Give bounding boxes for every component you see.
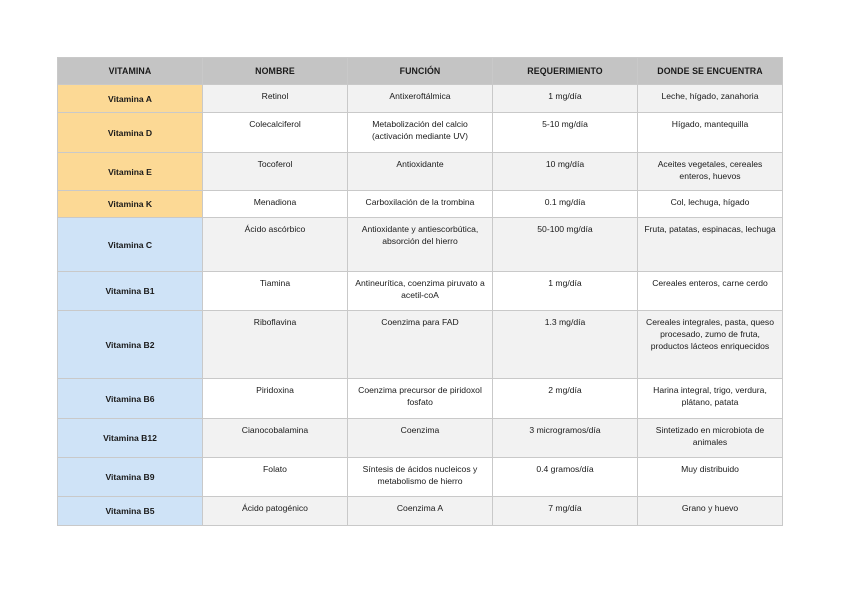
table-row xyxy=(58,113,783,153)
header-vitamina: VITAMINA xyxy=(58,58,203,85)
cell-nombre: Ácido patogénico xyxy=(203,497,348,526)
table-row xyxy=(58,419,783,458)
cell-donde: Harina integral, trigo, verdura, plátano, patata xyxy=(638,379,783,419)
cell-requerimiento: 1 mg/día xyxy=(493,85,638,113)
cell-nombre: Ácido ascórbico xyxy=(203,218,348,272)
cell-requerimiento: 1.3 mg/día xyxy=(493,311,638,379)
table-row xyxy=(58,379,783,419)
cell-funcion: Coenzima xyxy=(348,419,493,458)
cell-donde: Fruta, patatas, espinacas, lechuga xyxy=(638,218,783,272)
header-requerimiento: REQUERIMIENTO xyxy=(493,58,638,85)
cell-donde: Cereales integrales, pasta, queso procesado, zumo de fruta, productos lácteos enriquecidos xyxy=(638,311,783,379)
cell-nombre: Tiamina xyxy=(203,272,348,311)
cell-nombre: Folato xyxy=(203,458,348,497)
cell-vitamina: Vitamina D xyxy=(58,113,203,153)
cell-requerimiento: 10 mg/día xyxy=(493,153,638,191)
cell-donde: Aceites vegetales, cereales enteros, huevos xyxy=(638,153,783,191)
header-row xyxy=(58,58,783,85)
cell-nombre: Piridoxina xyxy=(203,379,348,419)
table-row xyxy=(58,458,783,497)
table-body xyxy=(58,85,783,526)
cell-nombre: Tocoferol xyxy=(203,153,348,191)
table-row xyxy=(58,85,783,113)
cell-funcion: Metabolización del calcio (activación mediante UV) xyxy=(348,113,493,153)
cell-nombre: Colecalciferol xyxy=(203,113,348,153)
cell-funcion: Coenzima para FAD xyxy=(348,311,493,379)
cell-vitamina: Vitamina B9 xyxy=(58,458,203,497)
cell-requerimiento: 7 mg/día xyxy=(493,497,638,526)
cell-requerimiento: 5-10 mg/día xyxy=(493,113,638,153)
header-nombre: NOMBRE xyxy=(203,58,348,85)
cell-donde: Sintetizado en microbiota de animales xyxy=(638,419,783,458)
cell-nombre: Riboflavina xyxy=(203,311,348,379)
cell-donde: Muy distribuido xyxy=(638,458,783,497)
cell-vitamina: Vitamina B6 xyxy=(58,379,203,419)
cell-requerimiento: 2 mg/día xyxy=(493,379,638,419)
cell-donde: Leche, hígado, zanahoria xyxy=(638,85,783,113)
cell-funcion: Síntesis de ácidos nucleicos y metabolismo de hierro xyxy=(348,458,493,497)
cell-requerimiento: 0.4 gramos/día xyxy=(493,458,638,497)
table-row xyxy=(58,218,783,272)
cell-nombre: Cianocobalamina xyxy=(203,419,348,458)
cell-nombre: Retinol xyxy=(203,85,348,113)
cell-vitamina: Vitamina B12 xyxy=(58,419,203,458)
cell-vitamina: Vitamina A xyxy=(58,85,203,113)
table-row xyxy=(58,191,783,218)
cell-donde: Hígado, mantequilla xyxy=(638,113,783,153)
cell-vitamina: Vitamina E xyxy=(58,153,203,191)
cell-donde: Grano y huevo xyxy=(638,497,783,526)
table-row xyxy=(58,311,783,379)
cell-requerimiento: 1 mg/día xyxy=(493,272,638,311)
cell-funcion: Antioxidante xyxy=(348,153,493,191)
cell-funcion: Antioxidante y antiescorbútica, absorción del hierro xyxy=(348,218,493,272)
cell-requerimiento: 3 microgramos/día xyxy=(493,419,638,458)
cell-vitamina: Vitamina B5 xyxy=(58,497,203,526)
cell-funcion: Antixeroftálmica xyxy=(348,85,493,113)
cell-nombre: Menadiona xyxy=(203,191,348,218)
cell-funcion: Carboxilación de la trombina xyxy=(348,191,493,218)
table-row xyxy=(58,153,783,191)
header-funcion: FUNCIÓN xyxy=(348,58,493,85)
table-row xyxy=(58,272,783,311)
cell-funcion: Coenzima precursor de piridoxol fosfato xyxy=(348,379,493,419)
cell-vitamina: Vitamina C xyxy=(58,218,203,272)
cell-donde: Cereales enteros, carne cerdo xyxy=(638,272,783,311)
vitamins-table xyxy=(57,57,783,526)
cell-requerimiento: 50-100 mg/día xyxy=(493,218,638,272)
cell-requerimiento: 0.1 mg/día xyxy=(493,191,638,218)
cell-funcion: Antineurítica, coenzima piruvato a acetil-coA xyxy=(348,272,493,311)
table-row xyxy=(58,497,783,526)
cell-vitamina: Vitamina B2 xyxy=(58,311,203,379)
cell-donde: Col, lechuga, hígado xyxy=(638,191,783,218)
header-donde: DONDE SE ENCUENTRA xyxy=(638,58,783,85)
cell-vitamina: Vitamina B1 xyxy=(58,272,203,311)
cell-funcion: Coenzima A xyxy=(348,497,493,526)
cell-vitamina: Vitamina K xyxy=(58,191,203,218)
